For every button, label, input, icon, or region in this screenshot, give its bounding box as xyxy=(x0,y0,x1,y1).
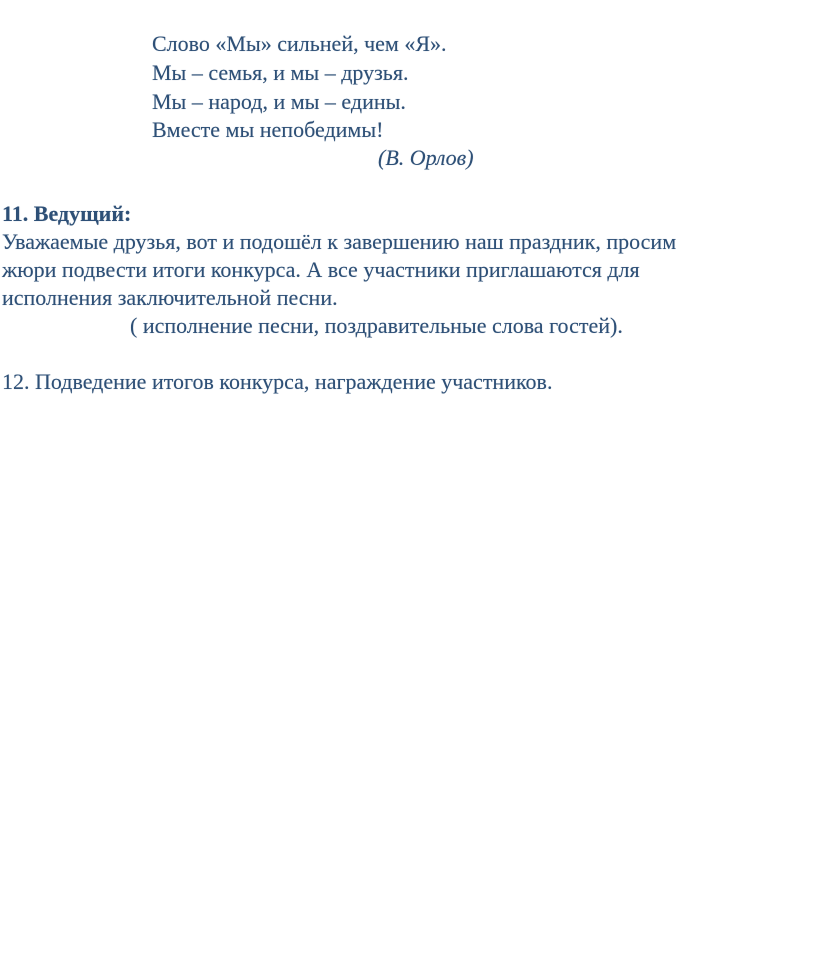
paragraph-line: жюри подвести итоги конкурса. А все участники приглашаются для xyxy=(2,257,640,282)
poem-author: (В. Орлов) xyxy=(378,145,474,170)
poem-line: Мы – народ, и мы – едины. xyxy=(152,89,406,114)
paragraph-line: Уважаемые друзья, вот и подошёл к завершению наш праздник, просим xyxy=(2,229,677,254)
section-12-text: 12. Подведение итогов конкурса, награждение участников. xyxy=(2,369,553,394)
poem-line: Вместе мы непобедимы! xyxy=(152,117,384,142)
stage-direction: ( исполнение песни, поздравительные слова гостей). xyxy=(130,313,623,338)
poem-line: Слово «Мы» сильней, чем «Я». xyxy=(152,31,447,56)
poem-line: Мы – семья, и мы – друзья. xyxy=(152,60,409,85)
paragraph-line: исполнения заключительной песни. xyxy=(2,285,338,310)
section-heading: 11. Ведущий: xyxy=(2,201,132,226)
